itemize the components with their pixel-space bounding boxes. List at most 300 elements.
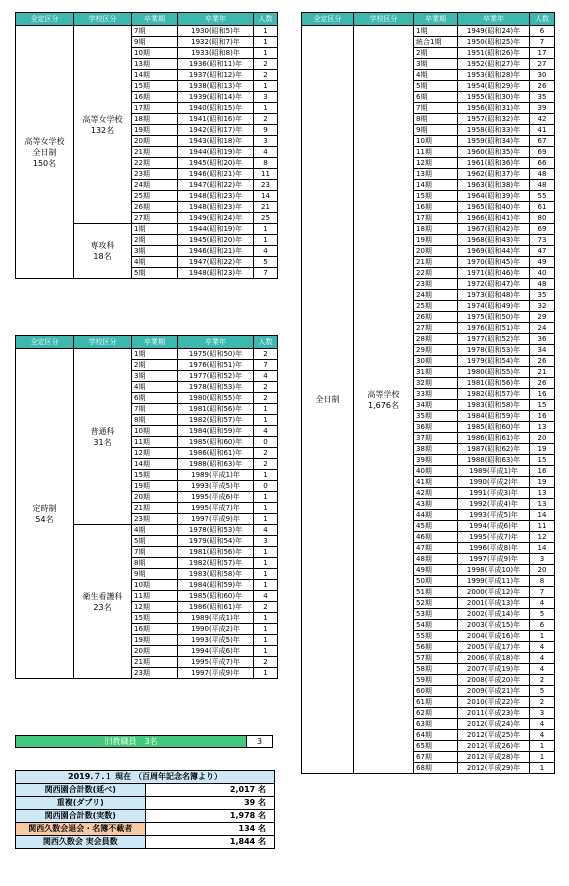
year-cell: 2000(平成12)年 bbox=[458, 587, 530, 598]
year-cell: 2009(平成21)年 bbox=[458, 686, 530, 697]
count-cell: 1 bbox=[254, 613, 278, 624]
count-cell: 1 bbox=[254, 404, 278, 415]
count-cell: 34 bbox=[530, 345, 555, 356]
table-teijisei bbox=[15, 335, 278, 679]
term-cell: 1期 bbox=[132, 224, 178, 235]
term-cell: 29期 bbox=[414, 345, 458, 356]
term-cell: 12期 bbox=[132, 602, 178, 613]
year-cell: 1983(昭和58)年 bbox=[178, 569, 254, 580]
header-school-type: 学校区分 bbox=[74, 336, 132, 349]
year-cell: 1946(昭和21)年 bbox=[178, 246, 254, 257]
count-cell: 4 bbox=[530, 642, 555, 653]
year-cell: 1986(昭和61)年 bbox=[178, 448, 254, 459]
count-cell: 23 bbox=[254, 180, 278, 191]
term-cell: 17期 bbox=[132, 103, 178, 114]
year-cell: 1984(昭和59)年 bbox=[178, 426, 254, 437]
year-cell: 1998(平成10)年 bbox=[458, 565, 530, 576]
year-cell: 1976(昭和51)年 bbox=[458, 323, 530, 334]
count-cell: 4 bbox=[530, 664, 555, 675]
count-cell: 11 bbox=[254, 169, 278, 180]
count-cell: 48 bbox=[530, 279, 555, 290]
count-cell: 7 bbox=[254, 268, 278, 279]
count-cell: 1 bbox=[254, 26, 278, 37]
count-cell: 2 bbox=[254, 114, 278, 125]
year-cell: 1993(平成5)年 bbox=[178, 481, 254, 492]
term-cell: 36期 bbox=[414, 422, 458, 433]
count-cell: 35 bbox=[530, 92, 555, 103]
year-cell: 1981(昭和56)年 bbox=[178, 404, 254, 415]
summary-label: 関西久数会 実会員数 bbox=[16, 836, 146, 849]
term-cell: 15期 bbox=[132, 81, 178, 92]
count-cell: 2 bbox=[530, 697, 555, 708]
year-cell: 1988(昭和63)年 bbox=[458, 455, 530, 466]
count-cell: 3 bbox=[254, 536, 278, 547]
year-cell: 1945(昭和20)年 bbox=[178, 158, 254, 169]
year-cell: 1999(平成11)年 bbox=[458, 576, 530, 587]
count-cell: 13 bbox=[530, 488, 555, 499]
term-cell: 63期 bbox=[414, 719, 458, 730]
category-cell: 全日制 bbox=[302, 26, 354, 774]
table-row bbox=[302, 26, 555, 37]
count-cell: 8 bbox=[530, 576, 555, 587]
term-cell: 34期 bbox=[414, 400, 458, 411]
count-cell: 4 bbox=[530, 598, 555, 609]
term-cell: 6期 bbox=[132, 393, 178, 404]
term-cell: 統合1期 bbox=[414, 37, 458, 48]
term-cell: 17期 bbox=[414, 213, 458, 224]
year-cell: 1930(昭和5)年 bbox=[178, 26, 254, 37]
count-cell: 13 bbox=[530, 499, 555, 510]
header-grad-year: 卒業年 bbox=[458, 13, 530, 26]
summary-label: 関西園合計数(実数) bbox=[16, 810, 146, 823]
count-cell: 32 bbox=[530, 301, 555, 312]
term-cell: 4期 bbox=[132, 257, 178, 268]
term-cell: 31期 bbox=[414, 367, 458, 378]
year-cell: 2008(平成20)年 bbox=[458, 675, 530, 686]
year-cell: 1937(昭和12)年 bbox=[178, 70, 254, 81]
term-cell: 11期 bbox=[414, 147, 458, 158]
term-cell: 4期 bbox=[132, 525, 178, 536]
term-cell: 5期 bbox=[414, 81, 458, 92]
summary-value: 2,017 名 bbox=[145, 784, 275, 797]
year-cell: 1959(昭和34)年 bbox=[458, 136, 530, 147]
year-cell: 1978(昭和53)年 bbox=[178, 525, 254, 536]
term-cell: 67期 bbox=[414, 752, 458, 763]
count-cell: 49 bbox=[530, 257, 555, 268]
term-cell: 2期 bbox=[414, 48, 458, 59]
year-cell: 1984(昭和59)年 bbox=[178, 580, 254, 591]
count-cell: 1 bbox=[254, 492, 278, 503]
year-cell: 1942(昭和17)年 bbox=[178, 125, 254, 136]
year-cell: 1990(平成2)年 bbox=[178, 624, 254, 635]
term-cell: 24期 bbox=[132, 180, 178, 191]
header-grad-year: 卒業年 bbox=[178, 336, 254, 349]
year-cell: 1985(昭和60)年 bbox=[178, 437, 254, 448]
year-cell: 1969(昭和44)年 bbox=[458, 246, 530, 257]
count-cell: 1 bbox=[254, 103, 278, 114]
term-cell: 25期 bbox=[132, 191, 178, 202]
term-cell: 16期 bbox=[414, 202, 458, 213]
year-cell: 1988(昭和63)年 bbox=[178, 459, 254, 470]
term-cell: 9期 bbox=[132, 569, 178, 580]
former-staff-row bbox=[16, 736, 273, 748]
count-cell: 69 bbox=[530, 147, 555, 158]
count-cell: 9 bbox=[254, 125, 278, 136]
year-cell: 1958(昭和33)年 bbox=[458, 125, 530, 136]
year-cell: 1961(昭和36)年 bbox=[458, 158, 530, 169]
term-cell: 40期 bbox=[414, 466, 458, 477]
term-cell: 38期 bbox=[414, 444, 458, 455]
count-cell: 11 bbox=[530, 521, 555, 532]
school-type-cell: 専攻科 18名 bbox=[74, 224, 132, 279]
header-row bbox=[16, 13, 278, 26]
summary-row bbox=[16, 784, 275, 797]
term-cell: 1期 bbox=[414, 26, 458, 37]
term-cell: 8期 bbox=[414, 114, 458, 125]
year-cell: 1964(昭和39)年 bbox=[458, 191, 530, 202]
year-cell: 1981(昭和56)年 bbox=[178, 547, 254, 558]
term-cell: 39期 bbox=[414, 455, 458, 466]
year-cell: 1980(昭和55)年 bbox=[458, 367, 530, 378]
term-cell: 1期 bbox=[132, 349, 178, 360]
year-cell: 2003(平成15)年 bbox=[458, 620, 530, 631]
count-cell: 4 bbox=[254, 147, 278, 158]
count-cell: 6 bbox=[530, 26, 555, 37]
count-cell: 30 bbox=[530, 70, 555, 81]
term-cell: 3期 bbox=[132, 371, 178, 382]
header-term: 卒業期 bbox=[132, 336, 178, 349]
year-cell: 1987(昭和62)年 bbox=[458, 444, 530, 455]
year-cell: 1984(昭和59)年 bbox=[458, 411, 530, 422]
term-cell: 20期 bbox=[414, 246, 458, 257]
former-staff-table bbox=[15, 735, 273, 748]
term-cell: 37期 bbox=[414, 433, 458, 444]
term-cell: 21期 bbox=[132, 657, 178, 668]
term-cell: 65期 bbox=[414, 741, 458, 752]
year-cell: 1970(昭和45)年 bbox=[458, 257, 530, 268]
count-cell: 3 bbox=[254, 92, 278, 103]
header-term: 卒業期 bbox=[132, 13, 178, 26]
count-cell: 4 bbox=[254, 525, 278, 536]
count-cell: 55 bbox=[530, 191, 555, 202]
year-cell: 1948(昭和23)年 bbox=[178, 202, 254, 213]
count-cell: 26 bbox=[530, 378, 555, 389]
year-cell: 1977(昭和52)年 bbox=[458, 334, 530, 345]
summary-row bbox=[16, 823, 275, 836]
header-term: 卒業期 bbox=[414, 13, 458, 26]
count-cell: 1 bbox=[254, 81, 278, 92]
count-cell: 19 bbox=[530, 477, 555, 488]
summary-title: 2019.７.１ 現在 （百周年記念名簿より） bbox=[16, 771, 275, 784]
term-cell: 19期 bbox=[132, 481, 178, 492]
count-cell: 21 bbox=[254, 202, 278, 213]
term-cell: 23期 bbox=[132, 668, 178, 679]
year-cell: 1960(昭和35)年 bbox=[458, 147, 530, 158]
year-cell: 1939(昭和14)年 bbox=[178, 92, 254, 103]
year-cell: 1997(平成9)年 bbox=[178, 668, 254, 679]
year-cell: 1982(昭和57)年 bbox=[178, 415, 254, 426]
count-cell: 17 bbox=[530, 48, 555, 59]
term-cell: 16期 bbox=[132, 624, 178, 635]
term-cell: 15期 bbox=[132, 613, 178, 624]
term-cell: 30期 bbox=[414, 356, 458, 367]
term-cell: 7期 bbox=[132, 26, 178, 37]
year-cell: 1954(昭和29)年 bbox=[458, 81, 530, 92]
year-cell: 1938(昭和13)年 bbox=[178, 81, 254, 92]
term-cell: 32期 bbox=[414, 378, 458, 389]
header-grad-year: 卒業年 bbox=[178, 13, 254, 26]
term-cell: 44期 bbox=[414, 510, 458, 521]
count-cell: 1 bbox=[254, 558, 278, 569]
header-row bbox=[302, 13, 555, 26]
year-cell: 1989(平成1)年 bbox=[178, 613, 254, 624]
year-cell: 1994(平成6)年 bbox=[458, 521, 530, 532]
summary-label: 重複(ダブリ) bbox=[16, 797, 146, 810]
former-staff-label: 旧教職員 3名 bbox=[16, 736, 247, 748]
term-cell: 15期 bbox=[132, 470, 178, 481]
count-cell: 4 bbox=[254, 246, 278, 257]
year-cell: 1995(平成6)年 bbox=[178, 492, 254, 503]
year-cell: 1983(昭和58)年 bbox=[458, 400, 530, 411]
count-cell: 4 bbox=[530, 719, 555, 730]
summary-label: 関西久数会退会・名簿不載者 bbox=[16, 823, 146, 836]
term-cell: 20期 bbox=[132, 136, 178, 147]
year-cell: 1955(昭和30)年 bbox=[458, 92, 530, 103]
count-cell: 1 bbox=[254, 635, 278, 646]
year-cell: 1992(平成4)年 bbox=[458, 499, 530, 510]
year-cell: 1945(昭和20)年 bbox=[178, 235, 254, 246]
count-cell: 1 bbox=[530, 763, 555, 774]
count-cell: 4 bbox=[530, 653, 555, 664]
term-cell: 33期 bbox=[414, 389, 458, 400]
term-cell: 41期 bbox=[414, 477, 458, 488]
term-cell: 7期 bbox=[132, 547, 178, 558]
term-cell: 10期 bbox=[132, 48, 178, 59]
year-cell: 1985(昭和60)年 bbox=[178, 591, 254, 602]
count-cell: 1 bbox=[530, 631, 555, 642]
count-cell: 7 bbox=[254, 360, 278, 371]
term-cell: 8期 bbox=[132, 558, 178, 569]
year-cell: 1973(昭和48)年 bbox=[458, 290, 530, 301]
year-cell: 1979(昭和54)年 bbox=[178, 536, 254, 547]
count-cell: 14 bbox=[254, 191, 278, 202]
count-cell: 27 bbox=[530, 59, 555, 70]
year-cell: 1979(昭和54)年 bbox=[458, 356, 530, 367]
count-cell: 14 bbox=[530, 543, 555, 554]
term-cell: 54期 bbox=[414, 620, 458, 631]
summary-value: 1,978 名 bbox=[145, 810, 275, 823]
term-cell: 27期 bbox=[132, 213, 178, 224]
term-cell: 3期 bbox=[132, 246, 178, 257]
term-cell: 18期 bbox=[414, 224, 458, 235]
year-cell: 1965(昭和40)年 bbox=[458, 202, 530, 213]
year-cell: 1989(平成1)年 bbox=[458, 466, 530, 477]
count-cell: 1 bbox=[254, 569, 278, 580]
count-cell: 1 bbox=[254, 503, 278, 514]
count-cell: 26 bbox=[530, 356, 555, 367]
count-cell: 16 bbox=[530, 466, 555, 477]
category-cell: 定時制 54名 bbox=[16, 349, 74, 679]
term-cell: 9期 bbox=[132, 37, 178, 48]
term-cell: 49期 bbox=[414, 565, 458, 576]
count-cell: 41 bbox=[530, 125, 555, 136]
term-cell: 61期 bbox=[414, 697, 458, 708]
count-cell: 1 bbox=[254, 415, 278, 426]
count-cell: 1 bbox=[254, 668, 278, 679]
term-cell: 47期 bbox=[414, 543, 458, 554]
count-cell: 48 bbox=[530, 169, 555, 180]
summary-row bbox=[16, 810, 275, 823]
term-cell: 57期 bbox=[414, 653, 458, 664]
term-cell: 21期 bbox=[414, 257, 458, 268]
year-cell: 1986(昭和61)年 bbox=[178, 602, 254, 613]
term-cell: 24期 bbox=[414, 290, 458, 301]
header-school-type: 学校区分 bbox=[74, 13, 132, 26]
year-cell: 2012(平成26)年 bbox=[458, 741, 530, 752]
year-cell: 1995(平成7)年 bbox=[178, 657, 254, 668]
summary-value: 1,844 名 bbox=[145, 836, 275, 849]
year-cell: 2011(平成23)年 bbox=[458, 708, 530, 719]
year-cell: 1974(昭和49)年 bbox=[458, 301, 530, 312]
summary-label: 関西園合計数(延べ) bbox=[16, 784, 146, 797]
term-cell: 10期 bbox=[132, 580, 178, 591]
count-cell: 26 bbox=[530, 81, 555, 92]
count-cell: 2 bbox=[254, 459, 278, 470]
summary-value: 39 名 bbox=[145, 797, 275, 810]
year-cell: 1976(昭和51)年 bbox=[178, 360, 254, 371]
year-cell: 1975(昭和50)年 bbox=[458, 312, 530, 323]
count-cell: 2 bbox=[530, 675, 555, 686]
category-cell: 高等女学校 全日制 150名 bbox=[16, 26, 74, 279]
term-cell: 5期 bbox=[132, 268, 178, 279]
count-cell: 39 bbox=[530, 103, 555, 114]
year-cell: 1943(昭和18)年 bbox=[178, 136, 254, 147]
year-cell: 1989(平成1)年 bbox=[178, 470, 254, 481]
term-cell: 50期 bbox=[414, 576, 458, 587]
year-cell: 1978(昭和53)年 bbox=[178, 382, 254, 393]
term-cell: 56期 bbox=[414, 642, 458, 653]
count-cell: 5 bbox=[254, 257, 278, 268]
term-cell: 23期 bbox=[132, 514, 178, 525]
term-cell: 25期 bbox=[414, 301, 458, 312]
count-cell: 7 bbox=[530, 37, 555, 48]
count-cell: 19 bbox=[530, 444, 555, 455]
year-cell: 1978(昭和53)年 bbox=[458, 345, 530, 356]
term-cell: 5期 bbox=[132, 536, 178, 547]
term-cell: 19期 bbox=[414, 235, 458, 246]
term-cell: 16期 bbox=[132, 92, 178, 103]
year-cell: 1997(平成9)年 bbox=[178, 514, 254, 525]
table-row bbox=[16, 26, 278, 37]
year-cell: 1995(平成7)年 bbox=[458, 532, 530, 543]
count-cell: 4 bbox=[254, 591, 278, 602]
count-cell: 2 bbox=[254, 349, 278, 360]
count-cell: 1 bbox=[530, 741, 555, 752]
count-cell: 25 bbox=[254, 213, 278, 224]
year-cell: 1985(昭和60)年 bbox=[458, 422, 530, 433]
year-cell: 1957(昭和32)年 bbox=[458, 114, 530, 125]
count-cell: 1 bbox=[254, 48, 278, 59]
year-cell: 1933(昭和8)年 bbox=[178, 48, 254, 59]
school-type-cell: 普通科 31名 bbox=[74, 349, 132, 525]
count-cell: 3 bbox=[530, 708, 555, 719]
summary-table bbox=[15, 770, 275, 849]
year-cell: 1947(昭和22)年 bbox=[178, 257, 254, 268]
year-cell: 1947(昭和22)年 bbox=[178, 180, 254, 191]
term-cell: 21期 bbox=[132, 147, 178, 158]
year-cell: 2012(平成29)年 bbox=[458, 763, 530, 774]
year-cell: 1997(平成9)年 bbox=[458, 554, 530, 565]
year-cell: 2005(平成17)年 bbox=[458, 642, 530, 653]
year-cell: 1953(昭和28)年 bbox=[458, 70, 530, 81]
year-cell: 1990(平成2)年 bbox=[458, 477, 530, 488]
term-cell: 20期 bbox=[132, 492, 178, 503]
year-cell: 1944(昭和19)年 bbox=[178, 224, 254, 235]
count-cell: 4 bbox=[254, 426, 278, 437]
year-cell: 1951(昭和26)年 bbox=[458, 48, 530, 59]
table-row bbox=[16, 349, 278, 360]
count-cell: 1 bbox=[254, 224, 278, 235]
term-cell: 53期 bbox=[414, 609, 458, 620]
year-cell: 1968(昭和43)年 bbox=[458, 235, 530, 246]
count-cell: 73 bbox=[530, 235, 555, 246]
term-cell: 8期 bbox=[132, 415, 178, 426]
year-cell: 1967(昭和42)年 bbox=[458, 224, 530, 235]
year-cell: 1980(昭和55)年 bbox=[178, 393, 254, 404]
year-cell: 1981(昭和56)年 bbox=[458, 378, 530, 389]
year-cell: 1982(昭和57)年 bbox=[458, 389, 530, 400]
term-cell: 6期 bbox=[414, 92, 458, 103]
year-cell: 1940(昭和15)年 bbox=[178, 103, 254, 114]
term-cell: 48期 bbox=[414, 554, 458, 565]
term-cell: 2期 bbox=[132, 235, 178, 246]
year-cell: 1952(昭和27)年 bbox=[458, 59, 530, 70]
count-cell: 8 bbox=[254, 158, 278, 169]
term-cell: 11期 bbox=[132, 437, 178, 448]
year-cell: 2012(平成24)年 bbox=[458, 719, 530, 730]
term-cell: 12期 bbox=[132, 448, 178, 459]
term-cell: 43期 bbox=[414, 499, 458, 510]
count-cell: 20 bbox=[530, 433, 555, 444]
count-cell: 5 bbox=[530, 609, 555, 620]
count-cell: 42 bbox=[530, 114, 555, 125]
term-cell: 2期 bbox=[132, 360, 178, 371]
count-cell: 3 bbox=[530, 554, 555, 565]
table-zennichi-high bbox=[301, 12, 555, 774]
count-cell: 1 bbox=[254, 580, 278, 591]
term-cell: 14期 bbox=[414, 180, 458, 191]
term-cell: 62期 bbox=[414, 708, 458, 719]
count-cell: 4 bbox=[254, 371, 278, 382]
year-cell: 1993(平成5)年 bbox=[178, 635, 254, 646]
year-cell: 1993(平成5)年 bbox=[458, 510, 530, 521]
term-cell: 52期 bbox=[414, 598, 458, 609]
count-cell: 1 bbox=[530, 752, 555, 763]
year-cell: 1972(昭和47)年 bbox=[458, 279, 530, 290]
count-cell: 5 bbox=[530, 686, 555, 697]
year-cell: 1944(昭和19)年 bbox=[178, 147, 254, 158]
year-cell: 2012(平成25)年 bbox=[458, 730, 530, 741]
count-cell: 29 bbox=[530, 312, 555, 323]
term-cell: 14期 bbox=[132, 70, 178, 81]
count-cell: 2 bbox=[254, 382, 278, 393]
count-cell: 1 bbox=[254, 624, 278, 635]
count-cell: 69 bbox=[530, 224, 555, 235]
former-staff-count: 3 bbox=[247, 736, 273, 748]
year-cell: 1996(平成8)年 bbox=[458, 543, 530, 554]
count-cell: 15 bbox=[530, 455, 555, 466]
count-cell: 67 bbox=[530, 136, 555, 147]
